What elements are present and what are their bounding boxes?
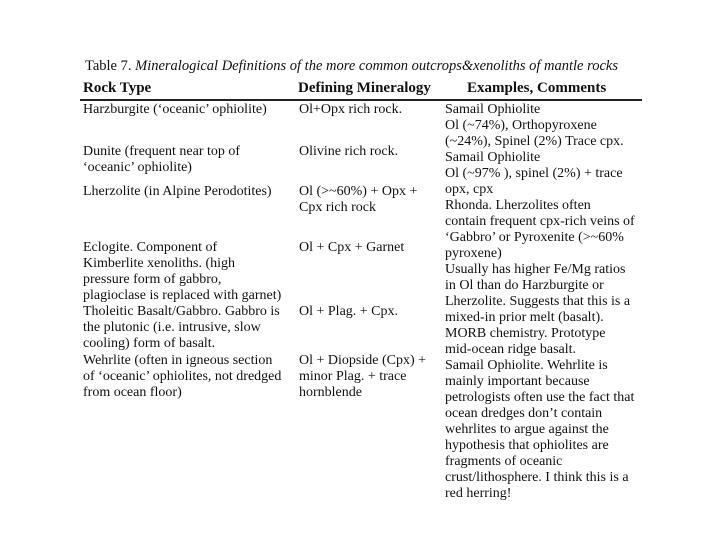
cell-line: Lherzolite (in Alpine Perodotites): [83, 184, 272, 199]
cell-line: pressure form of gabbro,: [83, 272, 222, 287]
cell-comments: [445, 198, 635, 262]
cell-line: Usually has higher Fe/Mg ratios: [445, 262, 626, 277]
cell-rock: [83, 353, 281, 401]
cell-line: wehrlites to argue against the: [445, 422, 609, 437]
header-rule: [80, 99, 642, 101]
cell-rock: [83, 240, 281, 304]
cell-line: Ol + Diopside (Cpx) +: [299, 353, 427, 368]
cell-mineralogy: [299, 240, 404, 256]
cell-line: Kimberlite xenoliths. (high: [83, 256, 236, 271]
cell-line: of ‘oceanic’ ophiolites, not dredged: [83, 369, 282, 384]
cell-line: Wehrlite (often in igneous section: [83, 353, 273, 368]
cell-line: red herring!: [445, 486, 512, 501]
cell-mineralogy: [299, 184, 417, 216]
cell-line: in Ol than do Harzburgite or: [445, 278, 604, 293]
cell-comments: [445, 358, 634, 502]
cell-line: Ol (>~60%) + Opx +: [299, 184, 418, 199]
cell-line: hypothesis that ophiolites are: [445, 438, 609, 453]
table-number: Table 7.: [85, 58, 132, 74]
cell-line: Samail Ophiolite. Wehrlite is: [445, 358, 608, 373]
cell-line: Samail Ophiolite: [445, 150, 541, 165]
cell-line: Ol (~97% ), spinel (2%) + trace: [445, 166, 623, 181]
cell-rock: [83, 144, 240, 176]
cell-line: contain frequent cpx-rich veins of: [445, 214, 635, 229]
cell-line: from ocean floor): [83, 385, 182, 400]
cell-line: mid-ocean ridge basalt.: [445, 342, 577, 357]
cell-line: Ol (~74%), Orthopyroxene: [445, 118, 597, 133]
header-rock-type: Rock Type: [83, 80, 152, 96]
table-caption: Mineralogical Definitions of the more common outcrops&xenoliths of mantle rocks: [135, 58, 618, 74]
table-title: [85, 58, 618, 75]
cell-line: MORB chemistry. Prototype: [445, 326, 606, 341]
cell-line: Ol + Cpx + Garnet: [299, 240, 405, 255]
cell-rock: [83, 102, 267, 118]
cell-line: Olivine rich rock.: [299, 144, 399, 159]
cell-line: crust/lithosphere. I think this is a: [445, 470, 629, 485]
cell-comments: [445, 326, 605, 358]
header-defining-mineralogy: Defining Mineralogy: [298, 80, 431, 96]
cell-comments: [445, 262, 630, 326]
cell-line: Tholeitic Basalt/Gabbro. Gabbro is: [83, 304, 280, 319]
header-examples-comments: Examples, Comments: [467, 80, 607, 96]
cell-line: the plutonic (i.e. intrusive, slow: [83, 320, 261, 335]
cell-line: Ol+Opx rich rock.: [299, 102, 403, 117]
cell-line: plagioclase is replaced with garnet): [83, 288, 282, 303]
cell-line: Samail Ophiolite: [445, 102, 541, 117]
cell-line: fragments of oceanic: [445, 454, 563, 469]
cell-rock: [83, 184, 272, 200]
cell-line: Rhonda. Lherzolites often: [445, 198, 591, 213]
cell-line: Ol + Plag. + Cpx.: [299, 304, 399, 319]
cell-line: ocean dredges don’t contain: [445, 406, 603, 421]
cell-line: pyroxene): [445, 246, 502, 261]
cell-mineralogy: [299, 304, 398, 320]
cell-line: mainly important because: [445, 374, 590, 389]
cell-line: hornblende: [299, 385, 362, 400]
cell-mineralogy: [299, 353, 426, 401]
cell-line: mixed-in prior melt (basalt).: [445, 310, 604, 325]
cell-line: petrologists often use the fact that: [445, 390, 635, 405]
cell-mineralogy: [299, 144, 398, 160]
cell-line: opx, cpx: [445, 182, 494, 197]
cell-mineralogy: [299, 102, 402, 118]
cell-line: (~24%), Spinel (2%) Trace cpx.: [445, 134, 624, 149]
cell-line: Dunite (frequent near top of: [83, 144, 241, 159]
cell-line: Cpx rich rock: [299, 200, 376, 215]
cell-line: ‘Gabbro’ or Pyroxenite (>~60%: [445, 230, 624, 245]
cell-comments: [445, 102, 624, 150]
cell-line: Eclogite. Component of: [83, 240, 218, 255]
cell-rock: [83, 304, 280, 352]
cell-comments: [445, 150, 623, 198]
cell-line: cooling) form of basalt.: [83, 336, 216, 351]
cell-line: Harzburgite (‘oceanic’ ophiolite): [83, 102, 267, 117]
cell-line: Lherzolite. Suggests that this is a: [445, 294, 631, 309]
cell-line: minor Plag. + trace: [299, 369, 407, 384]
cell-line: ‘oceanic’ ophiolite): [83, 160, 192, 175]
